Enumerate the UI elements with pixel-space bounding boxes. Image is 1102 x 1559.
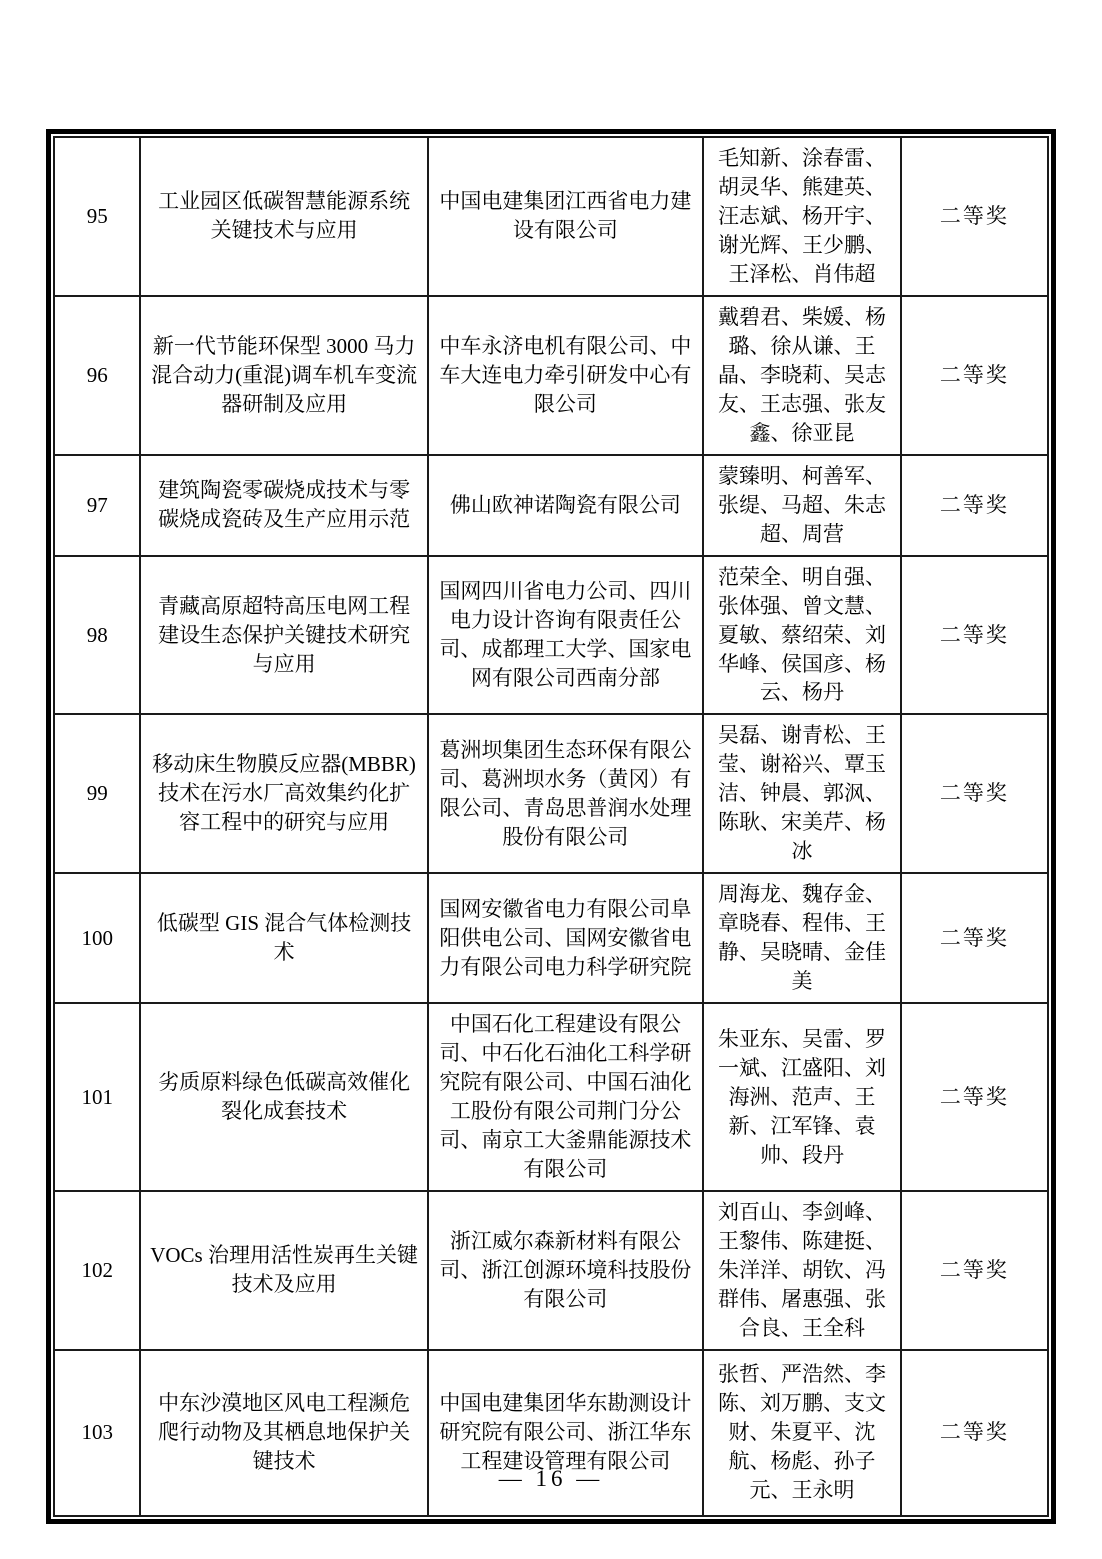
cell-organizations: 国网安徽省电力有限公司阜阳供电公司、国网安徽省电力有限公司电力科学研究院 — [428, 873, 703, 1003]
cell-project-title: 移动床生物膜反应器(MBBR)技术在污水厂高效集约化扩容工程中的研究与应用 — [140, 714, 427, 873]
cell-index: 100 — [54, 873, 140, 1003]
cell-organizations: 佛山欧神诺陶瓷有限公司 — [428, 455, 703, 556]
table-row — [54, 1191, 1048, 1350]
cell-project-title: 低碳型 GIS 混合气体检测技术 — [140, 873, 427, 1003]
table-row — [54, 455, 1048, 556]
cell-project-title: 青藏高原超特高压电网工程建设生态保护关键技术研究与应用 — [140, 556, 427, 715]
cell-award: 二等奖 — [901, 873, 1048, 1003]
cell-people: 蒙臻明、柯善军、张缇、马超、朱志超、周营 — [703, 455, 901, 556]
cell-award: 二等奖 — [901, 137, 1048, 296]
cell-people: 刘百山、李剑峰、王黎伟、陈建挺、朱洋洋、胡钦、冯群伟、屠惠强、张合良、王全科 — [703, 1191, 901, 1350]
cell-organizations: 浙江威尔森新材料有限公司、浙江创源环境科技股份有限公司 — [428, 1191, 703, 1350]
cell-organizations: 国网四川省电力公司、四川电力设计咨询有限责任公司、成都理工大学、国家电网有限公司西南分部 — [428, 556, 703, 715]
cell-index: 103 — [54, 1350, 140, 1516]
cell-organizations: 中国电建集团江西省电力建设有限公司 — [428, 137, 703, 296]
table-row — [54, 556, 1048, 715]
cell-project-title: 中东沙漠地区风电工程濒危爬行动物及其栖息地保护关键技术 — [140, 1350, 427, 1516]
cell-award: 二等奖 — [901, 556, 1048, 715]
cell-organizations: 中车永济电机有限公司、中车大连电力牵引研发中心有限公司 — [428, 296, 703, 455]
award-table — [53, 136, 1049, 1517]
cell-organizations: 中国石化工程建设有限公司、中石化石油化工科学研究院有限公司、中国石油化工股份有限公司荆门分公司、南京工大釜鼎能源技术有限公司 — [428, 1003, 703, 1191]
cell-people: 吴磊、谢青松、王莹、谢裕兴、覃玉洁、钟晨、郭沨、陈耿、宋美芹、杨冰 — [703, 714, 901, 873]
table-row — [54, 873, 1048, 1003]
cell-people: 戴碧君、柴媛、杨璐、徐从谦、王晶、李晓莉、吴志友、王志强、张友鑫、徐亚昆 — [703, 296, 901, 455]
cell-award: 二等奖 — [901, 1350, 1048, 1516]
cell-index: 97 — [54, 455, 140, 556]
cell-award: 二等奖 — [901, 296, 1048, 455]
table-row — [54, 137, 1048, 296]
cell-project-title: 劣质原料绿色低碳高效催化裂化成套技术 — [140, 1003, 427, 1191]
cell-people: 范荣全、明自强、张体强、曾文慧、夏敏、蔡绍荣、刘华峰、侯国彦、杨云、杨丹 — [703, 556, 901, 715]
cell-index: 102 — [54, 1191, 140, 1350]
cell-award: 二等奖 — [901, 455, 1048, 556]
table-row — [54, 296, 1048, 455]
cell-project-title: 建筑陶瓷零碳烧成技术与零碳烧成瓷砖及生产应用示范 — [140, 455, 427, 556]
cell-index: 98 — [54, 556, 140, 715]
cell-people: 周海龙、魏存金、章晓春、程伟、王静、吴晓晴、金佳美 — [703, 873, 901, 1003]
cell-organizations: 中国电建集团华东勘测设计研究院有限公司、浙江华东工程建设管理有限公司 — [428, 1350, 703, 1516]
cell-organizations: 葛洲坝集团生态环保有限公司、葛洲坝水务（黄冈）有限公司、青岛思普润水处理股份有限公司 — [428, 714, 703, 873]
cell-people: 张哲、严浩然、李陈、刘万鹏、支文财、朱夏平、沈航、杨彪、孙子元、王永明 — [703, 1350, 901, 1516]
cell-index: 95 — [54, 137, 140, 296]
table-row — [54, 1003, 1048, 1191]
cell-index: 101 — [54, 1003, 140, 1191]
page-number: — 16 — — [498, 1466, 604, 1491]
cell-award: 二等奖 — [901, 714, 1048, 873]
cell-project-title: 工业园区低碳智慧能源系统关键技术与应用 — [140, 137, 427, 296]
cell-award: 二等奖 — [901, 1191, 1048, 1350]
cell-project-title: VOCs 治理用活性炭再生关键技术及应用 — [140, 1191, 427, 1350]
cell-project-title: 新一代节能环保型 3000 马力混合动力(重混)调车机车变流器研制及应用 — [140, 296, 427, 455]
cell-award: 二等奖 — [901, 1003, 1048, 1191]
table-row — [54, 714, 1048, 873]
cell-people: 朱亚东、吴雷、罗一斌、江盛阳、刘海洲、范声、王新、江军锋、袁帅、段丹 — [703, 1003, 901, 1191]
cell-people: 毛知新、涂春雷、胡灵华、熊建英、汪志斌、杨开宇、谢光辉、王少鹏、王泽松、肖伟超 — [703, 137, 901, 296]
cell-index: 99 — [54, 714, 140, 873]
cell-index: 96 — [54, 296, 140, 455]
award-table-border — [46, 129, 1056, 1524]
